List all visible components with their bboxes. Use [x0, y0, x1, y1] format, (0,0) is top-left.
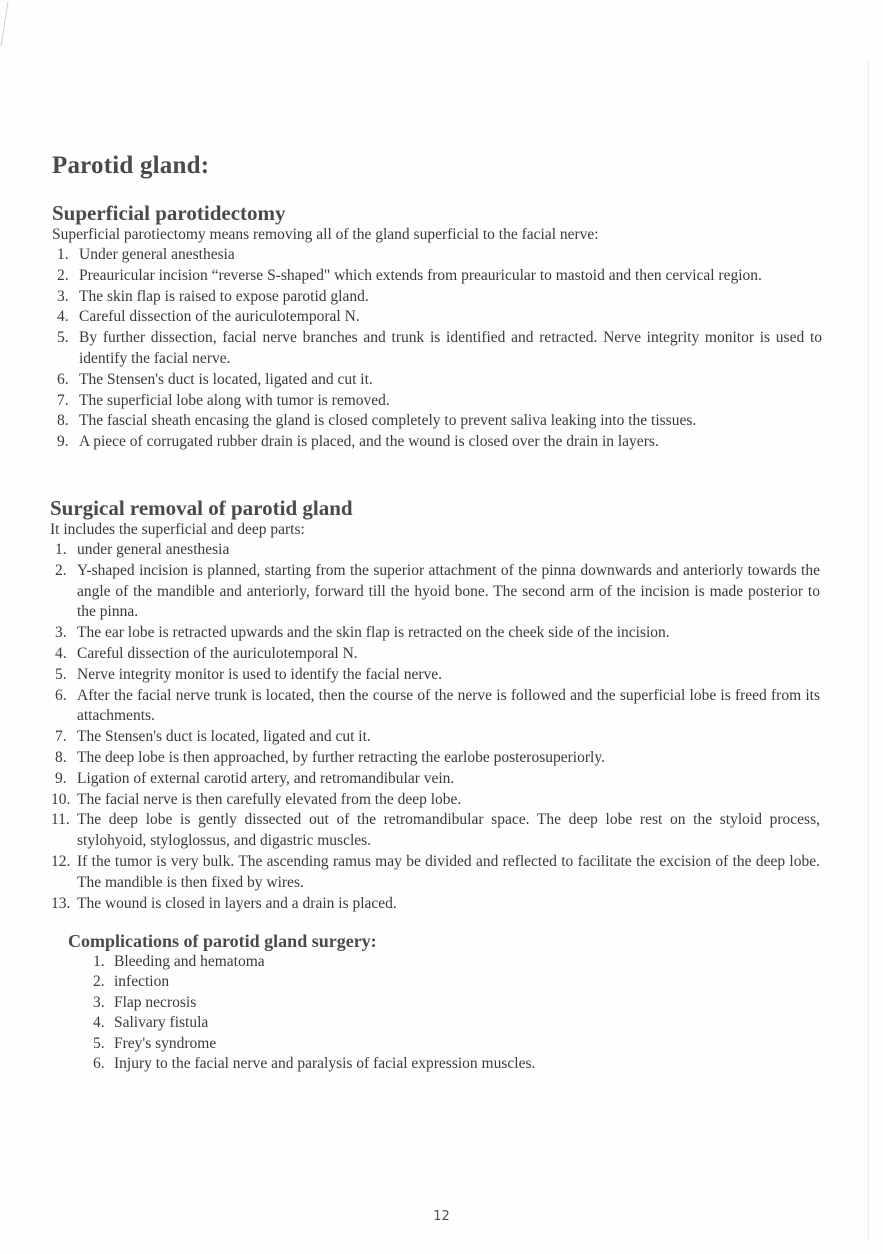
list-item [50, 748, 820, 769]
list-item [50, 810, 820, 852]
superficial-parotidectomy-section [52, 201, 822, 453]
list-item-text: Bleeding and hematoma [114, 953, 265, 970]
superficial-heading: Superficial parotidectomy [52, 201, 286, 225]
list-item-number: 6. [57, 370, 69, 388]
list-item [50, 665, 820, 686]
list-item [50, 540, 820, 561]
list-item [52, 328, 822, 370]
list-item [93, 1054, 668, 1074]
list-item [52, 245, 822, 266]
list-item-number: 4. [93, 1014, 105, 1032]
list-item-number: 1. [57, 246, 69, 263]
list-item [50, 852, 820, 894]
page-title: Parotid gland: [52, 152, 210, 179]
list-item [93, 1013, 668, 1033]
list-item-number: 6. [55, 686, 67, 704]
list-item-number: 2. [93, 973, 105, 991]
list-item-number: 2. [57, 266, 69, 284]
list-item-text: The deep lobe is gently dissected out of the retromandibular space. The deep lobe rest on the styloid process, stylohyoid, styloglossus, and digastric muscles. [77, 811, 820, 850]
list-item-text: Frey's syndrome [114, 1034, 217, 1052]
list-item [50, 623, 820, 644]
list-item-number: 3. [57, 287, 69, 305]
list-item [50, 686, 820, 728]
list-item-text: Flap necrosis [114, 993, 197, 1011]
list-item [52, 266, 822, 287]
list-item [93, 952, 668, 972]
list-item-number: 3. [55, 624, 67, 642]
list-item [52, 307, 822, 328]
list-item-text: Under general anesthesia [79, 246, 235, 263]
list-item [50, 727, 820, 748]
list-item [50, 790, 820, 811]
list-item-text: By further dissection, facial nerve branches and trunk is identified and retracted. Nerve integrity monitor is used to identify the facial nerve. [79, 329, 822, 367]
list-item-text: Careful dissection of the auriculotemporal N. [77, 644, 358, 662]
list-item-text: Y-shaped incision is planned, starting from the superior attachment of the pinna downwards and anteriorly towards the angle of the mandible and anteriorly, forward till the hyoid bone. The second arm of the incision is made posterior to the pinna. [77, 561, 820, 621]
surgical-steps-list [50, 540, 820, 914]
list-item-text: The ear lobe is retracted upwards and the skin flap is retracted on the cheek side of the incision. [77, 624, 670, 642]
list-item-text: Ligation of external carotid artery, and retromandibular vein. [77, 769, 455, 787]
list-item-number: 6. [93, 1055, 105, 1073]
scan-edge-line [868, 60, 869, 1240]
list-item-text: The fascial sheath encasing the gland is closed completely to prevent saliva leaking into the tissues. [79, 412, 697, 430]
list-item-text: The Stensen's duct is located, ligated and cut it. [79, 370, 373, 388]
list-item [93, 1034, 668, 1054]
list-item [50, 644, 820, 665]
list-item-number: 9. [57, 433, 69, 451]
surgical-heading: Surgical removal of parotid gland [50, 496, 353, 520]
list-item-text: Injury to the facial nerve and paralysis of facial expression muscles. [114, 1055, 536, 1073]
list-item-number: 3. [93, 993, 105, 1011]
list-item-text: Preauricular incision “reverse S-shaped" which extends from preauricular to mastoid and then cervical region. [79, 266, 762, 284]
list-item-text: Salivary fistula [114, 1014, 209, 1032]
list-item-number: 8. [55, 748, 67, 766]
list-item-text: The wound is closed in layers and a drain is placed. [77, 894, 397, 912]
list-item-text: infection [114, 973, 170, 991]
list-item-text: The superficial lobe along with tumor is removed. [79, 391, 390, 409]
list-item-number: 1. [93, 953, 105, 970]
list-item-number: 11. [51, 811, 70, 829]
list-item [93, 993, 668, 1013]
list-item [52, 411, 822, 432]
list-item-number: 5. [93, 1034, 105, 1052]
list-item [52, 287, 822, 308]
complications-heading: Complications of parotid gland surgery: [68, 931, 377, 951]
list-item-text: If the tumor is very bulk. The ascending ramus may be divided and reflected to facilitate the excision of the deep lobe. The mandible is then fixed by wires. [77, 852, 820, 891]
list-item-number: 10. [51, 790, 71, 808]
list-item-text: The facial nerve is then carefully elevated from the deep lobe. [77, 790, 462, 808]
list-item [50, 769, 820, 790]
page-number: 12 [433, 1209, 450, 1224]
list-item-number: 13. [51, 894, 71, 912]
list-item-number: 1. [55, 541, 67, 558]
list-item-number: 5. [57, 329, 69, 347]
list-item-text: under general anesthesia [77, 541, 230, 558]
list-item-text: The deep lobe is then approached, by further retracting the earlobe posterosuperiorly. [77, 748, 605, 766]
complications-section [68, 930, 668, 1074]
complications-list [93, 952, 668, 1074]
list-item-number: 5. [55, 665, 67, 683]
list-item-number: 8. [57, 412, 69, 430]
list-item-text: After the facial nerve trunk is located, then the course of the nerve is followed and the superficial lobe is freed from its attachments. [77, 686, 820, 725]
list-item-number: 12. [51, 852, 71, 870]
list-item [52, 370, 822, 391]
list-item-number: 9. [55, 769, 67, 787]
list-item-number: 4. [55, 644, 67, 662]
list-item [50, 894, 820, 915]
list-item-text: Careful dissection of the auriculotemporal N. [79, 308, 360, 326]
list-item-text: Nerve integrity monitor is used to identify the facial nerve. [77, 665, 442, 683]
list-item-text: A piece of corrugated rubber drain is placed, and the wound is closed over the drain in layers. [79, 433, 659, 451]
superficial-intro: Superficial parotiectomy means removing all of the gland superficial to the facial nerve: [52, 226, 599, 243]
list-item-number: 4. [57, 308, 69, 326]
superficial-steps-list [52, 245, 822, 453]
list-item [93, 972, 668, 992]
list-item [52, 391, 822, 412]
surgical-intro: It includes the superficial and deep parts: [50, 521, 305, 538]
list-item [50, 561, 820, 623]
list-item-text: The Stensen's duct is located, ligated and cut it. [77, 728, 371, 746]
list-item-number: 7. [57, 391, 69, 409]
list-item-number: 7. [55, 728, 67, 746]
list-item-text: The skin flap is raised to expose parotid gland. [79, 287, 369, 305]
list-item-number: 2. [55, 561, 67, 579]
list-item [52, 432, 822, 453]
surgical-removal-section [50, 496, 820, 914]
scan-corner-mark [0, 0, 20, 50]
